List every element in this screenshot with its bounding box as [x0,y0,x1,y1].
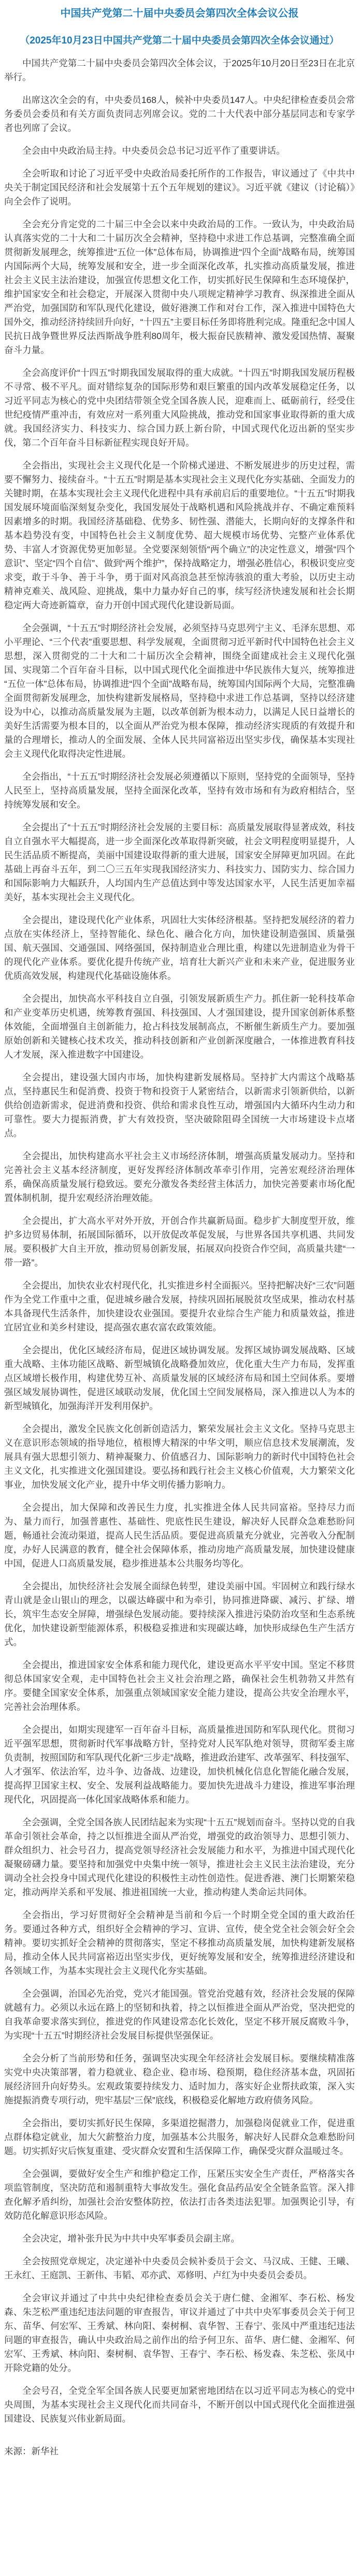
paragraph: 全会提出，加快农业农村现代化，扎实推进乡村全面振兴。坚持把解决好“三农”问题作为全党工作重中之重，促进城乡融合发展，持续巩固拓展脱贫攻坚成果，推动农村基本具备现代生活条件，加快建设农业强国。要提升农业综合生产能力和质量效益，推进宜居宜业和美乡村建设，提高强农惠农富农政策效能。 [4,1280,355,1333]
paragraph: 中国共产党第二十届中央委员会第四次全体会议，于2025年10月20日至23日在北京举行。 [4,58,355,82]
page-subtitle: （2025年10月23日中国共产党第二十届中央委员会第四次全体会议通过） [20,35,339,46]
page-title: 中国共产党第二十届中央委员会第四次全体会议公报 [60,8,299,19]
paragraph: 全会按照党章规定，决定递补中央委员会候补委员于会文、马汉成、王健、王曦、王永红、王庭凯、王新伟、韦韬、邓亦武、邓修明、卢红为中央委员会委员。 [4,2256,355,2280]
paragraph: 全会指出，要切实抓好民生保障，多渠道挖掘潜力，加强稳岗促就业工作，促进重点群体稳定就业，加大欠薪整治力度，加强基本公共服务，解决好人民群众急难愁盼问题。切实抓好灾后恢复重建、受灾群众安置和生活保障工作，确保受灾群众温暖过冬。 [4,2118,355,2156]
paragraph: 全会强调，要做好安全生产和维护稳定工作，压紧压实安全生产责任，严格落实各项监管制度，坚决防范和遏制重特大事故发生。强化食品药品安全全链条监管。深入排查化解矛盾纠纷，加强社会治安整体防控，依法打击各类违法犯罪。加强舆论引导，有效防范化解意识形态风险。 [4,2169,355,2221]
paragraph: 全会提出，推进国家安全体系和能力现代化，建设更高水平平安中国。坚定不移贯彻总体国家安全观，走中国特色社会主义社会治理之路，确保社会生机勃勃又井然有序。要健全国家安全体系，加强重点领域国家安全能力建设，提高公共安全治理水平，完善社会治理体系。 [4,1660,355,1712]
paragraph: 全会提出，扩大高水平对外开放，开创合作共赢新局面。稳步扩大制度型开放，维护多边贸易体制，拓展国际循环，以开放促改革促发展，与世界各国共享机遇、共同发展。要积极扩大自主开放，推动贸易创新发展，拓展双向投资合作空间，高质量共建“一带一路”。 [4,1216,355,1268]
paragraph: 全会强调，治国必先治党，党兴才能国强。管党治党越有效，经济社会发展的保障就越有力。必须以永远在路上的坚韧和执着，持之以恒推进全面从严治党，坚决把党的自我革命要求落实到位，推进党的作风建设常态化长效化，坚定不移开展反腐败斗争，为实现“十五五”时期经济社会发展目标提供坚强保证。 [4,1988,355,2041]
paragraph: 全会提出，激发全民族文化创新创造活力，繁荣发展社会主义文化。坚持马克思主义在意识形态领域的指导地位，植根博大精深的中华文明，顺应信息技术发展潮流，发展具有强大思想引领力、精神凝聚力、价值感召力、国际影响力的新时代中国特色社会主义文化，扎实推进文化强国建设。要弘扬和践行社会主义核心价值观，大力繁荣文化事业，加快发展文化产业，提升中华文明传播力影响力。 [4,1424,355,1490]
paragraph: 全会提出，如期实现建军一百年奋斗目标，高质量推进国防和军队现代化。贯彻习近平强军思想，贯彻新时代军事战略方针，坚持党对人民军队绝对领导，贯彻军委主席负责制，按照国防和军队现代化新“三步走”战略，推进政治建军、改革强军、科技强军、人才强军、依法治军，边斗争、边备战、边建设，加快机械化信息化智能化融合发展，提高捍卫国家主权、安全、发展利益战略能力。要加快先进战斗力建设，推进军事治理现代化，巩固提高一体化国家战略体系和能力。 [4,1724,355,1805]
paragraph: 全会指出，实现社会主义现代化是一个阶梯式递进、不断发展进步的历史过程，需要不懈努力、接续奋斗。“十五五”时期是基本实现社会主义现代化夯实基础、全面发力的关键时期，在基本实现社会主义现代化进程中具有承前启后的重要地位。“十五五”时期我国发展环境面临深刻复杂变化，我国发展处于战略机遇和风险挑战并存、不确定难预料因素增多的时期。我国经济基础稳、优势多、韧性强、潜能大，长期向好的支撑条件和基本趋势没有变，中国特色社会主义制度优势、超大规模市场优势、完整产业体系优势、丰富人才资源优势更加彰显。全党要深刻领悟“两个确立”的决定性意义，增强“四个意识”、坚定“四个自信”、做到“两个维护”，保持战略定力，增强必胜信心，积极识变应变求变，敢于斗争、善于斗争，勇于面对风高浪急甚至惊涛骇浪的重大考验，以历史主动精神克难关、战风险、迎挑战，集中力量办好自己的事，续写经济快速发展和社会长期稳定两大奇迹新篇章，奋力开创中国式现代化建设新局面。 [4,460,355,610]
paragraph: 全会审议并通过了中共中央纪律检查委员会关于唐仁健、金湘军、李石松、杨发森、朱芝松严重违纪违法问题的审查报告，审议并通过了中共中央军事委员会关于何卫东、苗华、何宏军、王秀斌、林向阳、秦树桐、袁华智、王春宁、张凤中严重违纪违法问题的审查报告，确认中央政治局之前作出的给予何卫东、苗华、唐仁健、金湘军、何宏军、王秀斌、林向阳、秦树桐、袁华智、王春宁、李石松、杨发森、朱芝松、张凤中开除党籍的处分。 [4,2293,355,2373]
paragraph: 全会由中央政治局主持。中央委员会总书记习近平作了重要讲话。 [22,145,285,156]
paragraph: 全会号召，全党全军全国各族人民要更加紧密地团结在以习近平同志为核心的党中央周围，为基本实现社会主义现代化而共同奋斗，不断开创以中国式现代化全面推进强国建设、民族复兴伟业新局面。 [4,2385,355,2424]
paragraph: 全会指出，“十五五”时期经济社会发展必须遵循以下原则，坚持党的全面领导，坚持人民至上，坚持高质量发展，坚持全面深化改革，坚持有效市场和有为政府相结合，坚持统筹发展和安全。 [4,771,355,810]
paragraph: 全会指出，学习好贯彻好全会精神是当前和今后一个时期全党全国的重大政治任务。要通过各种方式，组织好全会精神的学习、宣讲、宣传，使全党全社会领会好全会精神。要切实抓好全会精神的贯彻落实，坚定不移推动高质量发展，加快构建新发展格局，推动全体人民共同富裕迈出坚实步伐，更好统筹发展和安全，统筹推进经济建设和各领域工作，为基本实现社会主义现代化夯实基础。 [4,1910,355,1976]
article-body [4,56,355,2426]
paragraph: 全会提出，优化区域经济布局，促进区域协调发展。发挥区域协调发展战略、区域重大战略、主体功能区战略、新型城镇化战略叠加效应，优化重大生产力布局，发挥重点区域增长极作用，构建优势互补、高质量发展的区域经济布局和国土空间体系。要增强区域发展协调性，促进区域联动发展，优化国土空间发展格局，深入推进以人为本的新型城镇化，加强海洋开发利用保护。 [4,1345,355,1411]
paragraph: 全会提出，加快构建高水平社会主义市场经济体制，增强高质量发展动力。坚持和完善社会主义基本经济制度，更好发挥经济体制改革牵引作用，完善宏观经济治理体系，确保高质量发展行稳致远。要充分激发各类经营主体活力，加快完善要素市场化配置体制机制，提升宏观经济治理效能。 [4,1151,355,1203]
paragraph: 全会强调，“十五五”时期经济社会发展，必须坚持马克思列宁主义、毛泽东思想、邓小平理论、“三个代表”重要思想、科学发展观，全面贯彻习近平新时代中国特色社会主义思想，深入贯彻党的二十大和二十届历次全会精神，围绕全面建成社会主义现代化强国、实现第二个百年奋斗目标，以中国式现代化全面推进中华民族伟大复兴，统筹推进“五位一体”总体布局，协调推进“四个全面”战略布局，统筹国内国际两个大局，完整准确全面贯彻新发展理念，加快构建新发展格局，坚持稳中求进工作总基调，坚持以经济建设为中心，以推动高质量发展为主题，以改革创新为根本动力，以满足人民日益增长的美好生活需要为根本目的，以全面从严治党为根本保障，推动经济实现质的有效提升和量的合理增长，推动人的全面发展、全体人民共同富裕迈出坚实步伐，确保基本实现社会主义现代化取得决定性进展。 [4,623,355,759]
paragraph: 全会充分肯定党的二十届三中全会以来中央政治局的工作。一致认为，中央政治局认真落实党的二十大和二十届历次全会精神，坚持稳中求进工作总基调，完整准确全面贯彻新发展理念，统筹推进“五位一体”总体布局，协调推进“四个全面”战略布局，统筹国内国际两个大局，统筹发展和安全，进一步全面深化改革，扎实推动高质量发展，推进社会主义民主法治建设，加强宣传思想文化工作，切实抓好民生保障和生态环境保护，维护国家安全和社会稳定，开展深入贯彻中央八项规定精神学习教育、纵深推进全面从严治党，加强国防和军队现代化建设，做好港澳工作和对台工作，深入推进中国特色大国外交，推动经济持续回升向好，“十四五”主要目标任务即将胜利完成。隆重纪念中国人民抗日战争暨世界反法西斯战争胜利80周年，极大振奋民族精神、激发爱国热情、凝聚奋斗力量。 [4,219,355,355]
paragraph: 全会分析了当前形势和任务，强调坚决实现全年经济社会发展目标。要继续精准落实党中央决策部署，着力稳就业、稳企业、稳市场、稳预期，稳住经济基本盘，巩固拓展经济回升向好势头。宏观政策要持续发力、适时加力，落实好企业帮扶政策，深入实施提振消费专项行动，兜牢基层“三保”底线，积极稳妥化解地方政府债务风险。 [4,2053,355,2105]
paragraph: 全会提出，加大保障和改善民生力度，扎实推进全体人民共同富裕。坚持尽力而为、量力而行，加强普惠性、基础性、兜底性民生建设，解决好人民群众急难愁盼问题，畅通社会流动渠道，提高人民生活品质。要促进高质量充分就业，完善收入分配制度，办好人民满意的教育，健全社会保障体系，推动房地产高质量发展，加快建设健康中国，促进人口高质量发展，稳步推进基本公共服务均等化。 [4,1502,355,1569]
paragraph: 全会强调，全党全国各族人民团结起来为实现“十五五”规划而奋斗。坚持以党的自我革命引领社会革命，持之以恒推进全面从严治党，增强党的政治领导力、思想引领力、群众组织力、社会号召力，提高党领导经济社会发展能力和水平，为推进中国式现代化凝聚磅礴力量。要坚持和加强党中央集中统一领导，推进社会主义民主法治建设，充分调动全社会投身中国式现代化建设的积极性主动性创造性。促进香港、澳门长期繁荣稳定，推动两岸关系和平发展、推进祖国统一大业，推动构建人类命运共同体。 [4,1817,355,1897]
paragraph: 全会提出，加快经济社会发展全面绿色转型，建设美丽中国。牢固树立和践行绿水青山就是金山银山的理念，以碳达峰碳中和为牵引，协同推进降碳、减污、扩绿、增长，筑牢生态安全屏障，增强绿色发展动能。要持续深入推进污染防治攻坚和生态系统优化，加快建设新型能源体系，积极稳妥推进和实现碳达峰，加快形成绿色生产生活方式。 [4,1581,355,1647]
paragraph: 全会提出了“十五五”时期经济社会发展的主要目标：高质量发展取得显著成效，科技自立自强水平大幅提高，进一步全面深化改革取得新突破，社会文明程度明显提升，人民生活品质不断提高，美丽中国建设取得新的重大进展，国家安全屏障更加巩固。在此基础上再奋斗五年，到二〇三五年实现我国经济实力、科技实力、国防实力、综合国力和国际影响力大幅跃升，人均国内生产总值达到中等发达国家水平，人民生活更加幸福美好，基本实现社会主义现代化。 [4,822,355,902]
paragraph: 全会决定，增补张升民为中共中央军事委员会副主席。 [22,2233,240,2244]
paragraph: 出席这次全会的有，中央委员168人，候补中央委员147人。中央纪律检查委员会常务委员会委员和有关方面负责同志列席会议。党的二十大代表中部分基层同志和专家学者也列席了会议。 [4,95,355,133]
paragraph: 全会提出，建设强大国内市场，加快构建新发展格局。坚持扩大内需这个战略基点，坚持惠民生和促消费、投资于物和投资于人紧密结合，以新需求引领新供给，以新供给创造新需求，促进消费和投资、供给和需求良性互动，增强国内大循环内生动力和可靠性。要大力提振消费，扩大有效投资，坚决破除阻碍全国统一大市场建设卡点堵点。 [4,1072,355,1138]
paragraph: 全会听取和讨论了习近平受中央政治局委托所作的工作报告，审议通过了《中共中央关于制定国民经济和社会发展第十五个五年规划的建议》。习近平就《建议（讨论稿）》向全会作了说明。 [4,168,355,207]
source-line: 来源：新华社 [4,2446,59,2456]
paragraph: 全会提出，建设现代化产业体系，巩固壮大实体经济根基。坚持把发展经济的着力点放在实体经济上，坚持智能化、绿色化、融合化方向，加快建设制造强国、质量强国、航天强国、交通强国、网络强国，保持制造业合理比重，构建以先进制造业为骨干的现代化产业体系。要优化提升传统产业，培育壮大新兴产业和未来产业，促进服务业优质高效发展，构建现代化基础设施体系。 [4,915,355,981]
paragraph: 全会高度评价“十四五”时期我国发展取得的重大成就。“十四五”时期我国发展历程极不寻常、极不平凡。面对错综复杂的国际形势和艰巨繁重的国内改革发展稳定任务，以习近平同志为核心的党中央团结带领全党全国各族人民，迎难而上、砥砺前行，经受住世纪疫情严重冲击，有效应对一系列重大风险挑战，推动党和国家事业取得新的重大成就。我国经济实力、科技实力、综合国力跃上新台阶，中国式现代化迈出新的坚实步伐，第二个百年奋斗目标新征程实现良好开局。 [4,368,355,448]
paragraph: 全会提出，加快高水平科技自立自强，引领发展新质生产力。抓住新一轮科技革命和产业变革历史机遇，统筹教育强国、科技强国、人才强国建设，提升国家创新体系整体效能，全面增强自主创新能力，抢占科技发展制高点，不断催生新质生产力。要加强原始创新和关键核心技术攻关，推动科技创新和产业创新深度融合，一体推进教育科技人才发展，深入推进数字中国建设。 [4,993,355,1060]
